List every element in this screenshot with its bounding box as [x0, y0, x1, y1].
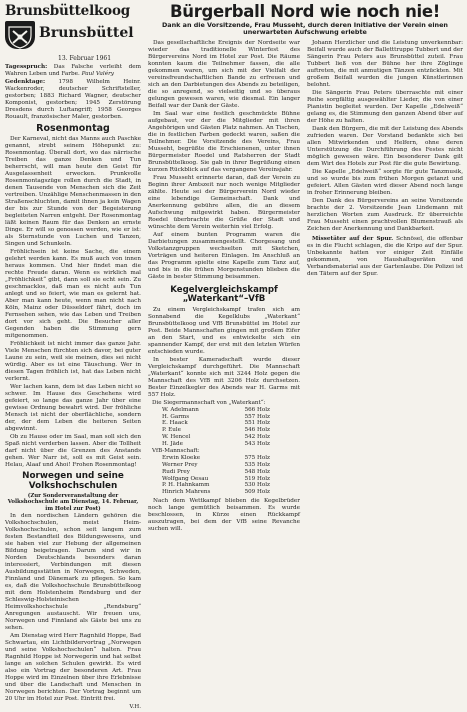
kegel-title: Kegelvergleichskampf „Waterkant“–VfB [170, 285, 278, 305]
table-row [148, 407, 300, 414]
buergerball-paragraph: Im Saal war eine festlich geschmückte Bühne aufgebaut, vor der die Mitglieder mit ihren Angehörigen und Gästen Platz nahmen. An Tischen, die in festlichen Farben gedeckt waren, saßen die Teilnehmer. Die Vorsitzende des Vereins, Frau Musseht, begrüßte die Erschienenen, unter ihnen Bürgermeister Roedel und Ratsherren der Stadt Brunsbüttelkoog. Sie gab in ihrer Begrüßung einen kurzen Rückblick auf das vergangene Vereinsjahr. [148, 111, 300, 173]
player-score: 575 Holz [244, 455, 270, 462]
masthead-title-line2: Brunsbüttel [39, 25, 134, 41]
player-score: 535 Holz [244, 462, 270, 469]
buergerball-paragraph: Das gesellschaftliche Ereignis der Nordseite war wieder das traditionelle Winterfest des Bürgervereins Nord im Hotel zur Post. Die Räume konnten kaum die Teilnehmer fassen, die alle gekommen waren, um sich mit der Vielfalt der vereinsfreundschaftlichen Bande zu erfreuen und sich an den Darbietungen des Abends zu beteiligen, die so anregend, so vielseitig und so überaus gelungen gewesen waren, wie diesmal. Ein langer Beifall war der Dank der Gäste. [148, 40, 300, 109]
kegel-paragraph: Zu einem Vergleichskampf trafen sich am Sonnabend die Kegelklubs „Waterkant“ Brunsbüttelkoog und VfB Brunsbüttel im Hotel zur Post. Beide Mannschaften gingen mit großem Eifer an den Start, und es entwickelte sich ein spannender Kampf, der erst mit den letzten Würfen entschieden wurde. [148, 306, 300, 355]
table-row [148, 427, 300, 434]
table-row [148, 420, 300, 427]
right-paragraph: Die Kapelle „Edelweiß“ sorgte für gute Tanzmusik, und so wurde bis zum frühen Morgen getanzt und gefeiert. Allen Gästen wird dieser Abend noch lange in froher Erinnerung bleiben. [307, 169, 463, 196]
rosenmontag-paragraph: Fröhlichkeit ist nicht immer das ganze Jahr. Viele Menschen fürchten sich davor, bei guter Laune zu sein, weil sie meinen, dies sei nicht würdig. Aber es ist eine Täuschung. Wer in diesen Tagen fröhlich ist, hat das Leben nicht verlernt. [5, 341, 141, 383]
rosenmontag-title: Rosenmontag [36, 123, 110, 134]
player-name: H. Garms [162, 413, 190, 420]
player-score: 551 Holz [244, 420, 270, 427]
player-name: E. Haack [162, 420, 188, 427]
player-name: Rudi Prey [162, 468, 190, 475]
table-row [148, 434, 300, 441]
gedenktage-label: Gedenktage: [5, 79, 46, 85]
gedenktage-text: 1798 Wilhelm Heinr. Wackenroder, deutscher Schriftsteller, gestorben; 1883 Richard Wagner, deutscher Komponist, gestorben; 1945 Zerstörung Dresdens durch Luftangriff; 1958 Georges Rouault, französischer Maler, gestorben. [5, 79, 141, 120]
issue-date: 13. Februar 1961 [58, 55, 112, 62]
tagesspruch-label: Tagesspruch: [5, 64, 48, 70]
table-row [148, 414, 300, 421]
missetaeter-text: Schnösel, die offenbar es in die Flucht schlagen, die die Kripo auf der Spur. Unbekannte hatten vor einiger Zeit Einfälle gekommen, von Haushaltsgeräten und Verbandsmaterial aus der Gartenlaube. Die Polizei ist den Tätern auf der Spur. [307, 236, 463, 277]
player-score: 548 Holz [244, 468, 270, 475]
player-score: 519 Holz [244, 475, 270, 482]
player-name: Werner Prey [162, 462, 198, 469]
player-name: Erwin Kloeke [162, 455, 201, 462]
table-row [148, 469, 300, 476]
masthead [5, 3, 140, 55]
table-row [148, 476, 300, 483]
player-score: 566 Holz [244, 406, 270, 413]
right-paragraph: Die Sängerin Frau Peters überraschte mit einer Reihe sorgfältig ausgewählter Lieder, die von einer Pianistin begleitet wurden. Der Kapelle „Edelweiß“ gelang es, die Stimmung den ganzen Abend über auf der Höhe zu halten. [307, 90, 463, 124]
team1-title: Die Siegermannschaft von „Waterkant“: [152, 399, 266, 406]
player-name: W. Hencel [162, 433, 191, 440]
coat-of-arms-icon [5, 21, 35, 49]
buergerball-paragraph: Auf einem bunten Programm waren die Darbietungen zusammengestellt. Chorgesang und Volkstanzgruppen wechselten mit Sketchen, Vorträgen und heiteren Einlagen. Im Anschluß an das Programm spielte eine Kapelle zum Tanz auf, und bis in die frühen Morgenstunden blieben die Gäste in bester Stimmung beisammen. [148, 232, 300, 280]
middle-column [148, 40, 300, 534]
main-headline: Bürgerball Nord wie noch nie! [169, 2, 441, 21]
player-name: H. Jäde [162, 440, 183, 447]
player-score: 557 Holz [244, 413, 270, 420]
player-name: Wolfgang Oesau [162, 475, 209, 482]
rosenmontag-paragraph: Fröhlichsein ist keine Sache, die einem gelehrt werden kann. Es muß auch von innen heraus kommen. Und hier findet man die rechte Freude daran. Wenn es wirklich mal „Fröhlichkeit“ gibt, dann soll sie echt sein. Zu geschmacklos, daß man es nicht aufs Tun anlegt und so feiert, wie man es gelernt hat. Aber man kann heute, wenn man nicht nach Köln, Mainz oder Düsseldorf fährt, doch im Fernsehen sehen, wie das Leben und Treiben dort vor sich geht. Die Besucher aller Gegenden haben die Stimmung gern mitgenommen. [5, 249, 141, 340]
masthead-title-line1: Brunsbüttelkoog [5, 3, 130, 19]
right-paragraph: Den Dank des Bürgervereins an seine Vorsitzende brachte der 2. Vorsitzende Jean Lindemann mit herzlichen Worten zum Ausdruck. Er überreichte Frau Musseht einen prachtvollen Blumenstrauß als Zeichen der Anerkennung und Dankbarkeit. [307, 198, 463, 232]
player-name: P. H. Hahnkamm [162, 482, 210, 489]
rosenmontag-paragraph: Ob zu Hause oder im Saal, man soll sich den Spaß nicht verderben lassen. Aber die Tollheit darf nicht über die Grenzen des Anstands gehen. Wer Narr ist, soll es mit Geist sein. Helau, Alaaf und Ahoi! Frohen Rosenmontag! [5, 434, 141, 469]
table-row [148, 489, 300, 496]
left-column [5, 64, 141, 712]
player-score: 543 Holz [244, 440, 270, 447]
table-row [148, 455, 300, 462]
kegel-results [148, 400, 300, 496]
norwegen-paragraph: In den nordischen Ländern gehören die Volkshochschulen, meist Heim-Volkshochschulen, schon seit langem zum festen Bestandteil des Bildungswesens, und sie haben viel zur Hebung der allgemeinen Bildung beigetragen. Darum sind wir in Norden Deutschlands besonders daran interessiert, Verbindungen mit diesen Ausbildungsstätten in Norwegen, Schweden, Finnland und Dänemark zu pflegen. So kam es, daß die Volkshochschule Brunsbüttelkoog mit dem Holstenheim Rendsburg und der Schleswig-Holsteinischen Heimvolkshochschule „Rendsburg“ Anregungen austauscht. Wir freuen uns, Norwegen und Finnland als Gäste bei uns zu sehen. [5, 513, 141, 631]
rosenmontag-paragraph: Der Karneval, nicht das Manns auch Paschke genannt, strebt seinem Höhepunkt zu: Rosenmontag. Überall dort, wo das närrische Treiben das ganze Denken und Tun beherrscht, will man heute den Geist für Ausgelassenheit erwecken. Prunkvolle Rosenmontagszüge rollen durch die Stadt, in denen Tausende von Menschen sich die Zeit vertreiben. Unzählige Menschenmassen in den Straßenschluchten, damit ihnen ja kein Wagen der bis zur Stunde von der Begeisterung begleiteten Narren entgeht. Der Rosenmontag läßt keinen Raum für das Denken an ernste Dinge. Er will so genossen werden, wie er ist: als Sternstunde von Luchen und Tanzen, Singen und Schunkeln. [5, 136, 141, 248]
right-paragraph: Johann Herzlicher und die Leistung unverkennbar: Beifall wurde auch der Balletttruppe Tubbert und der Sängerin Frau Peters aus Brunsbüttel zuteil. Frau Tubbert ließ von der Bühne her ihre Zöglinge auftreten, die mit anmutigen Tänzen entzückten. Mit großem Beifall wurden die jungen Künstlerinnen belohnt. [307, 40, 463, 88]
tagesspruch [5, 64, 141, 78]
player-score: 509 Holz [244, 489, 270, 496]
norwegen-title: Norwegen und seine Volkshochschulen [22, 471, 124, 492]
main-subheadline: Dank an die Vorsitzende, Frau Musseht, durch deren Initiative der Verein einen unerwarteten Aufschwung erlebte [162, 21, 448, 37]
right-column [307, 40, 463, 279]
kegel-paragraph: In bester Kameradschaft wurde dieser Vergleichskampf durchgeführt. Die Mannschaft „Waterkant“ konnte sich mit 3244 Holz gegen die Mannschaft des VfB mit 3206 Holz durchsetzen. Bester Einzelkegler des Abends war H. Garms mit 557 Holz. [148, 356, 300, 398]
norwegen-paragraph: Am Dienstag wird Herr Ragnhild Hoppe, Bad Schwartau, ein Lichtbildervortrag „Norwegen und seine Volkshochschulen“ halten. Frau Ragnhild Hoppe ist Norwegerin und hat selbst lange an solchen Schulen gewirkt. Es wird also ein Vortrag der besonderen Art. Frau Hoppe wird im Einzelnen über ihre Erlebnisse und über die Landschaft und Menschen in Norwegen berichten. Der Vortrag beginnt um 20 Uhr im Hotel zur Post. Eintritt frei. [5, 633, 141, 702]
norwegen-subtitle: (Zur Sonderveranstaltung der Volkshochschule am Dienstag, 14. Februar, im Hotel zur Post) [7, 492, 139, 512]
player-name: W. Adelmann [162, 406, 199, 413]
tagesspruch-text: Das Falsche verleiht dem Wahren Leben und Farbe. [5, 64, 141, 77]
player-score: 530 Holz [244, 482, 270, 489]
table-row [148, 482, 300, 489]
player-score: 546 Holz [244, 427, 270, 434]
gedenktage [5, 79, 141, 121]
right-paragraph: Dank den Bürgern, die mit der Leistung des Abends zufrieden waren. Der Vorstand bedankte sich bei allen Mitwirkenden und Helfern, ohne deren Unterstützung die Durchführung des Festes nicht möglich gewesen wäre. Ein besonderer Dank gilt dem Wirt des Hotels zur Post für die gute Bewirtung. [307, 126, 463, 167]
buergerball-paragraph: Frau Musseht erinnerte daran, daß der Verein zu Beginn ihrer Amtszeit nur noch wenige Mitglieder zählte. Heute sei der Bürgerverein Nord wieder eine lebendige Gemeinschaft. Dank und Anerkennung gebühre allen, die an diesem Aufschwung mitgewirkt haben. Bürgermeister Roedel überbrachte die Grüße der Stadt und wünschte dem Verein weiterhin viel Erfolg. [148, 175, 300, 230]
norwegen-signature: V.H. [129, 704, 141, 710]
team2-title: VfB-Mannschaft: [152, 448, 200, 455]
player-name: Hinrich Mahrens [162, 489, 211, 496]
table-row [148, 441, 300, 448]
missetaeter-label: Missetäter auf der Spur. [312, 236, 394, 242]
tagesspruch-author: Paul Valéry [81, 71, 114, 77]
player-score: 542 Holz [244, 433, 270, 440]
table-row [148, 462, 300, 469]
kegel-closing: Nach dem Wettkampf blieben die Kegelbrüder noch lange gemütlich beisammen. Es wurde beschlossen, in Kürze einen Rückkampf auszutragen, bei dem der VfB seine Revanche suchen will. [148, 498, 300, 533]
player-name: P. Eule [162, 427, 181, 434]
missetaeter-item [307, 236, 463, 278]
rosenmontag-paragraph: Wer lachen kann, dem ist das Leben nicht so schwer. Im Hause des Geschehens wird gefeiert, so lange das ganze Jahr über eine gewisse Ordnung bewahrt wird. Der fröhliche Mensch ist nicht der oberflächliche, sondern der, der dem Leben die heiteren Seiten abgewinnt. [5, 384, 141, 433]
